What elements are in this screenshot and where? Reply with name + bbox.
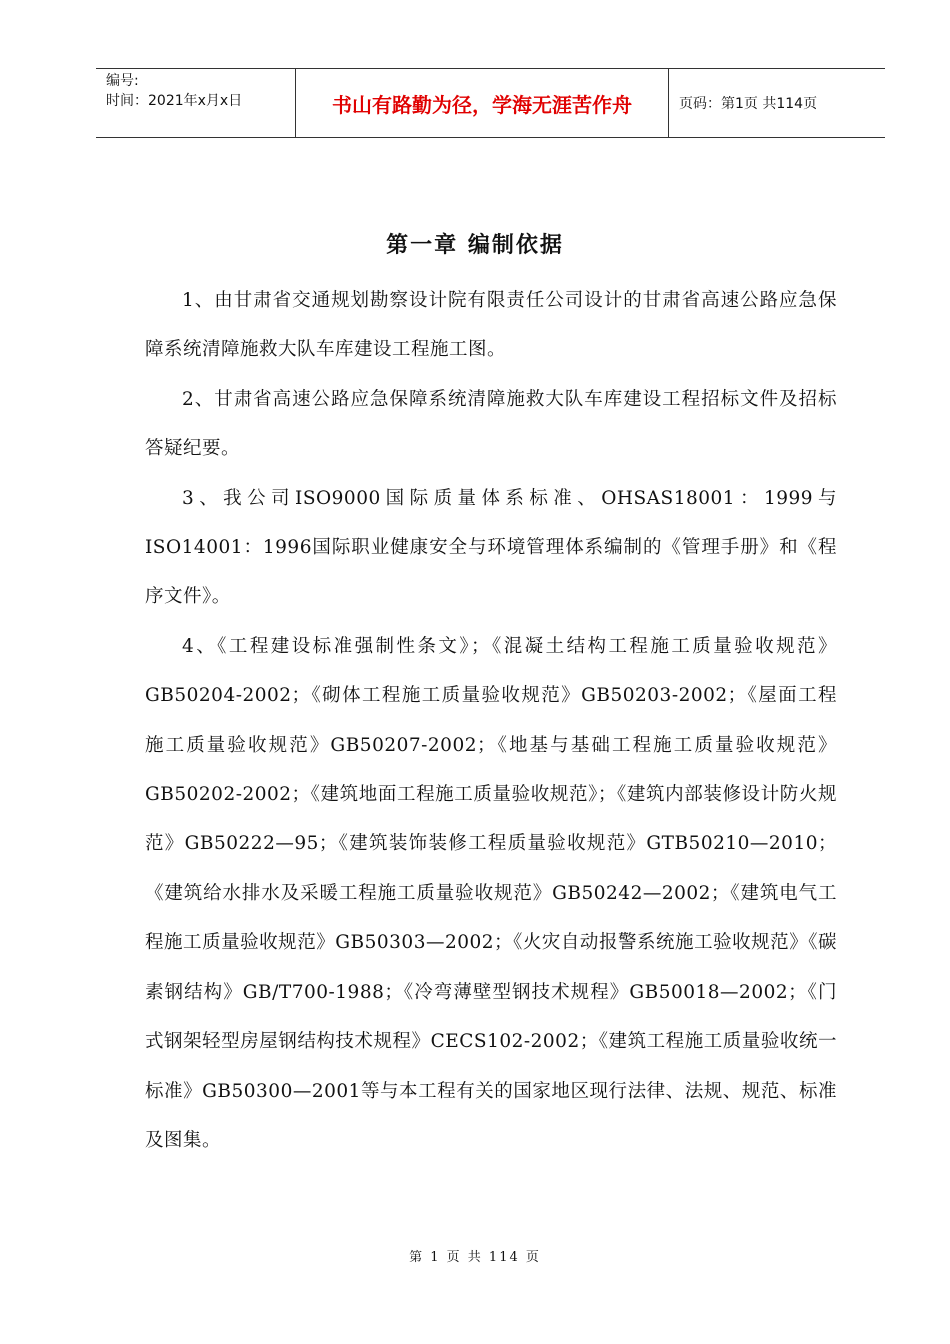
header-motto: 书山有路勤为径，学海无涯苦作舟 — [296, 69, 669, 137]
paragraph: 3、我公司ISO9000国际质量体系标准、OHSAS18001：1999与ISO14001：1996国际职业健康安全与环境管理体系编制的《管理手册》和《程序文件》。 — [145, 487, 837, 608]
time-label: 时间：2021年x月x日 — [106, 93, 243, 109]
paragraph: 2、甘肃省高速公路应急保障系统清障施救大队车库建设工程招标文件及招标答疑纪要。 — [145, 388, 837, 460]
header-meta — [96, 69, 296, 137]
paragraph: 1、由甘肃省交通规划勘察设计院有限责任公司设计的甘肃省高速公路应急保障系统清障施救大队车库建设工程施工图。 — [145, 290, 837, 361]
page-footer: 第 1 页 共 114 页 — [409, 1250, 541, 1265]
header-page-info: 页码：第1页 共114页 — [679, 96, 818, 112]
page-header — [96, 68, 885, 138]
body-text — [145, 276, 837, 1165]
number-label: 编号: — [106, 73, 139, 89]
chapter-title: 第一章 编制依据 — [386, 233, 564, 258]
paragraph: 4、《工程建设标准强制性条文》；《混凝土结构工程施工质量验收规范》GB50204-2002；《砌体工程施工质量验收规范》GB50203-2002；《屋面工程施工质量验收规范》GB50207-2002；《地基与基础工程施工质量验收规范》 GB50202-2002；《建筑地面工程施工质量验收规范》；《建筑内部装修设计防火规范》GB50222—95；《建筑装饰装修工程质量验收规范》GTB50210—2010；《建筑给水排水及采暖工程施工质量验收规范》GB50242—2002；《建筑电气工程施工质量验收规范》GB50303—2002；《火灾自动报警系统施工验收规范》《碳素钢结构》GB/T700-1988；《冷弯薄壁型钢技术规程》GB50018—2002；《门式钢架轻型房屋钢结构技术规程》CECS102-2002；《建筑工程施工质量验收统一标准》GB50300—2001等与本工程有关的国家地区现行法律、法规、规范、标准及图集。 — [145, 635, 837, 1151]
